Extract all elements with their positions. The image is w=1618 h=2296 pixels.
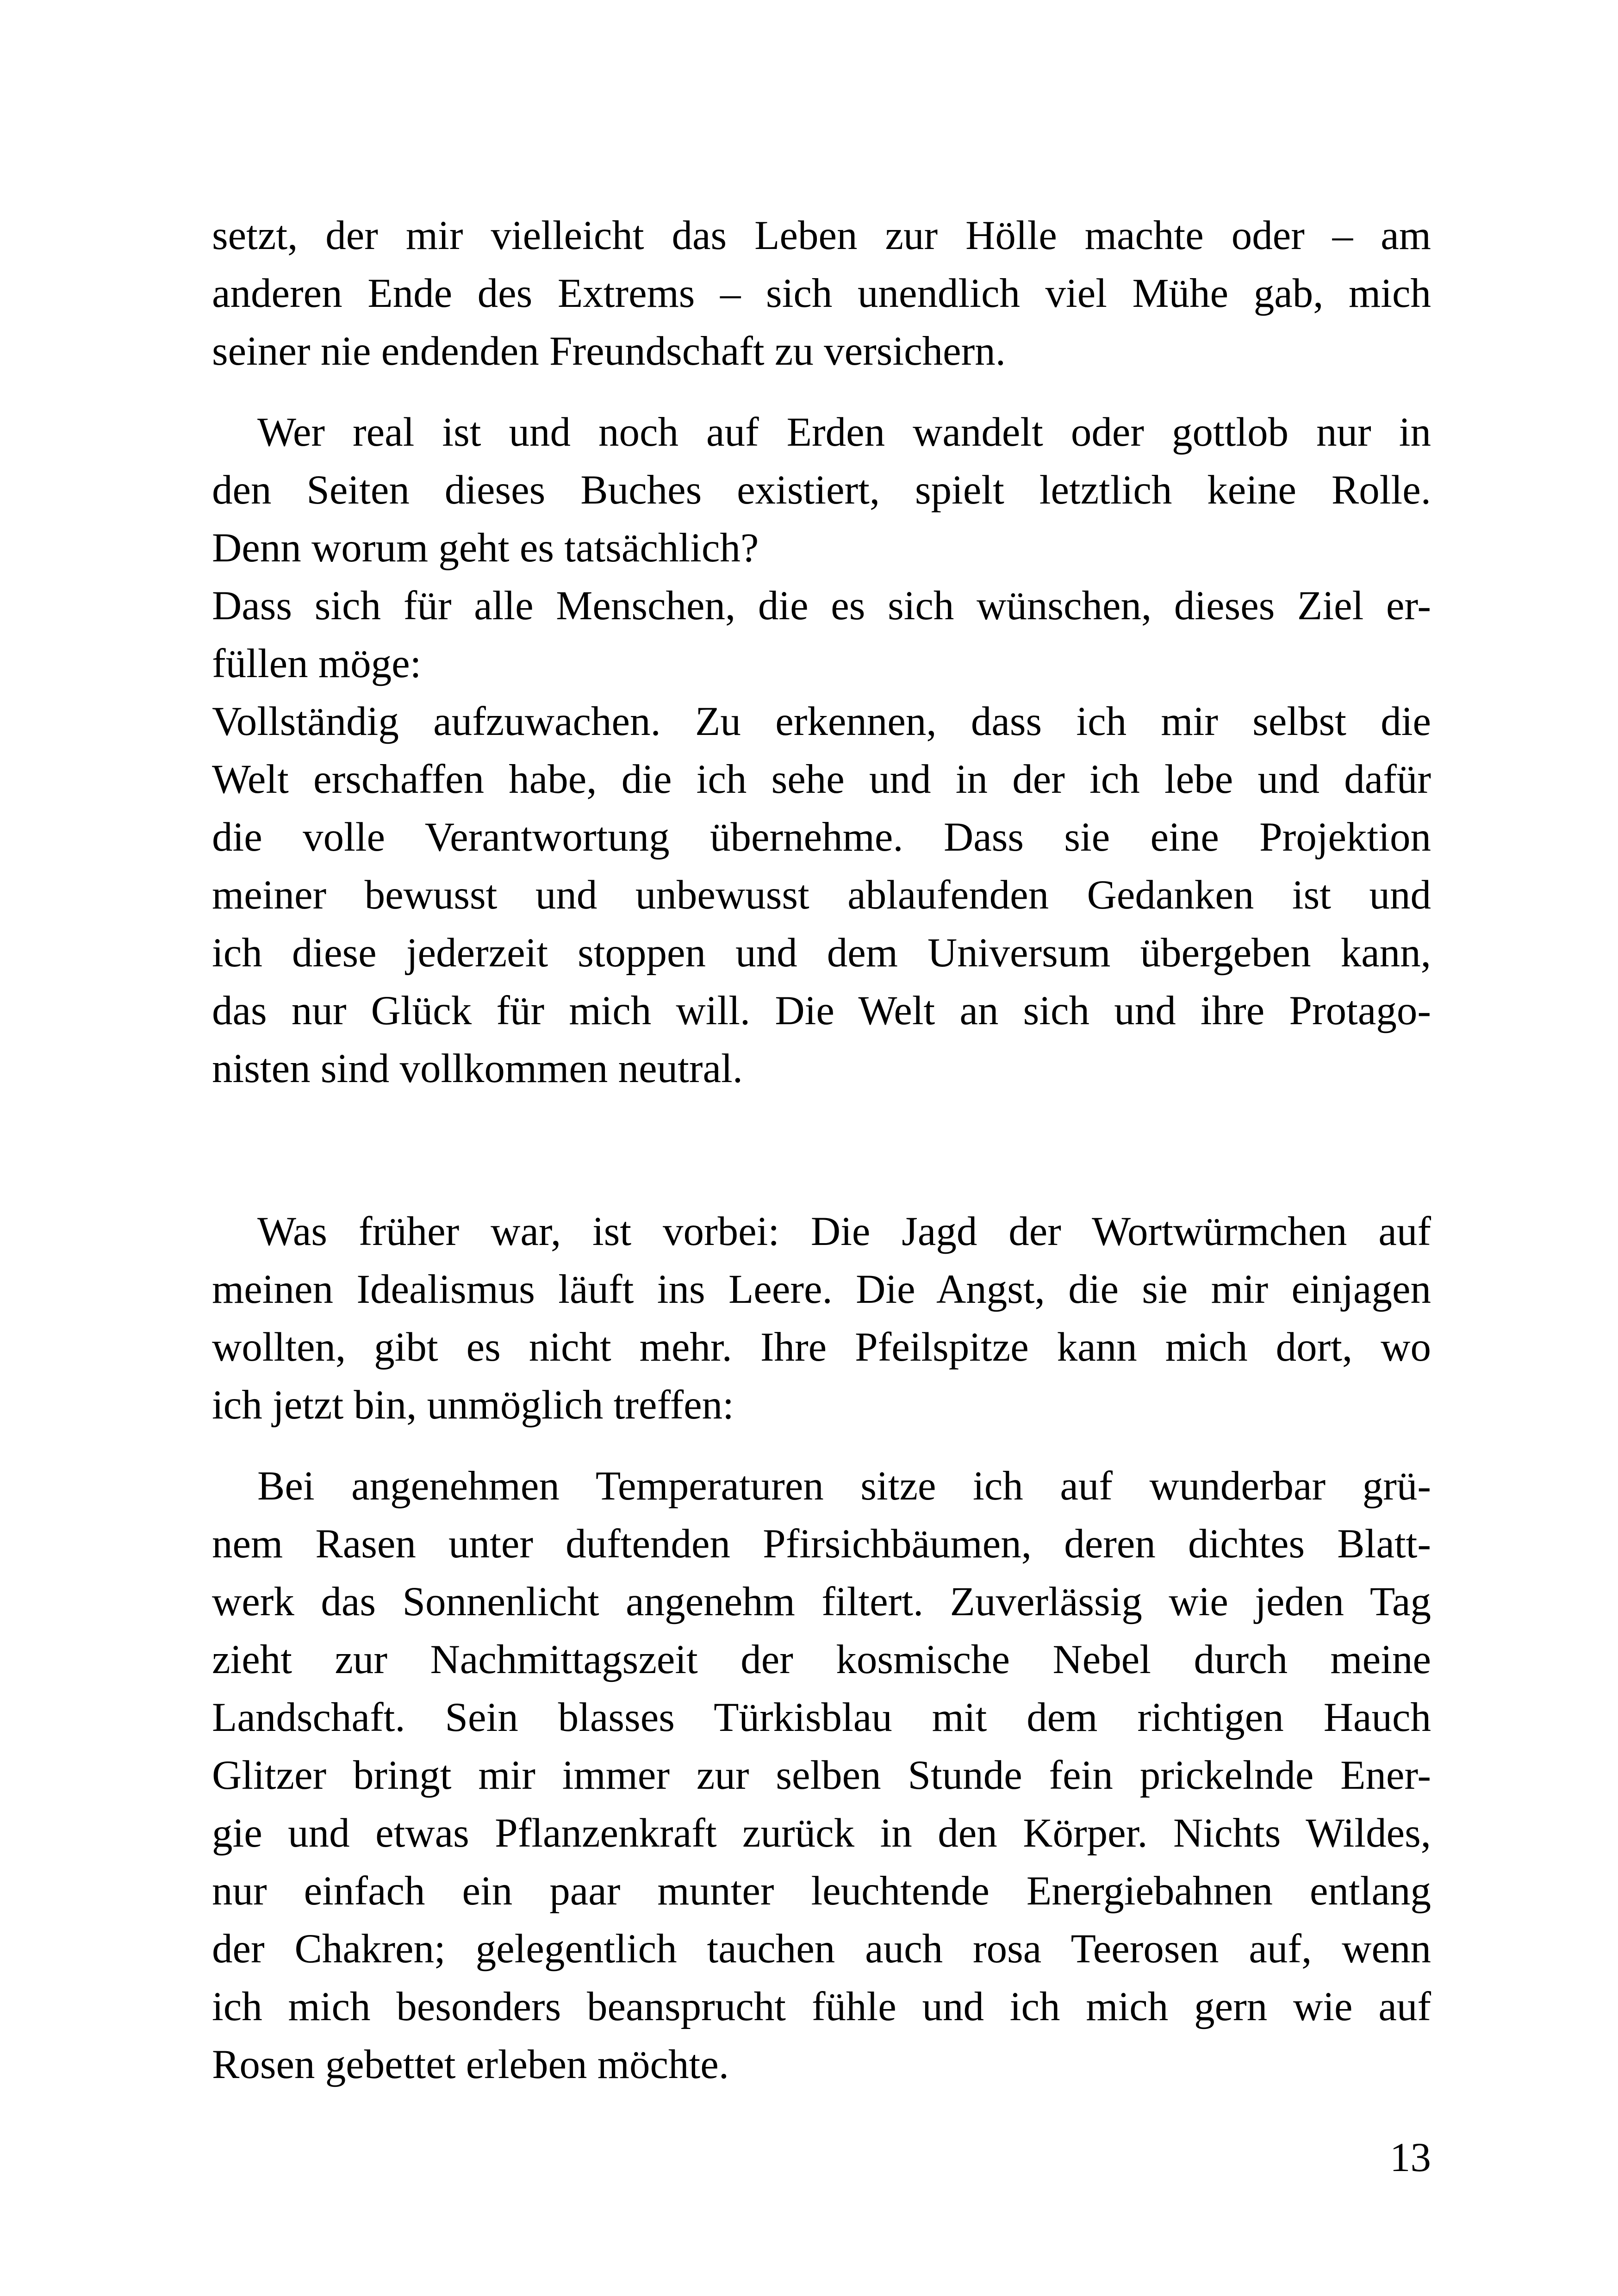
text-line: den Seiten dieses Buches existiert, spielt letztlich keine Rolle. (212, 467, 1431, 513)
text-line: füllen möge: (212, 641, 422, 686)
text-line: das nur Glück für mich will. Die Welt an sich und ihre Protago- (212, 988, 1431, 1033)
text-line: meinen Idealismus läuft ins Leere. Die Angst, die sie mir einjagen (212, 1267, 1431, 1312)
page-number: 13 (1390, 2135, 1431, 2180)
text-line: werk das Sonnenlicht angenehm filtert. Zuverlässig wie jeden Tag (212, 1579, 1431, 1624)
paragraph-4 (212, 1457, 1431, 2094)
body-text (212, 207, 1431, 2094)
text-line: Vollständig aufzuwachen. Zu erkennen, dass ich mir selbst die (212, 699, 1431, 744)
text-line: Rosen gebettet erleben möchte. (212, 2042, 729, 2087)
paragraph-2 (212, 404, 1431, 1098)
text-line: nisten sind vollkommen neutral. (212, 1046, 743, 1091)
text-line: die volle Verantwortung übernehme. Dass sie eine Projektion (212, 815, 1431, 860)
text-line: Wer real ist und noch auf Erden wandelt oder gottlob nur in (257, 410, 1431, 455)
text-line: nem Rasen unter duftenden Pfirsichbäumen, deren dichtes Blatt- (212, 1521, 1431, 1567)
text-line: setzt, der mir vielleicht das Leben zur Hölle machte oder – am (212, 213, 1431, 258)
text-line: meiner bewusst und unbewusst ablaufenden Gedanken ist und (212, 872, 1431, 918)
text-line: Welt erschaffen habe, die ich sehe und in der ich lebe und dafür (212, 757, 1431, 802)
text-line: zieht zur Nachmittagszeit der kosmische Nebel durch meine (212, 1637, 1431, 1682)
text-line: Glitzer bringt mir immer zur selben Stunde fein prickelnde Ener- (212, 1753, 1431, 1798)
text-line: ich jetzt bin, unmöglich treffen: (212, 1382, 734, 1428)
paragraph-3 (212, 1203, 1431, 1434)
text-line: der Chakren; gelegentlich tauchen auch rosa Teerosen auf, wenn (212, 1926, 1431, 1972)
text-line: Dass sich für alle Menschen, die es sich wünschen, dieses Ziel er- (212, 583, 1431, 628)
text-line: ich mich besonders beansprucht fühle und ich mich gern wie auf (212, 1984, 1431, 2029)
text-line: Landschaft. Sein blasses Türkisblau mit dem richtigen Hauch (212, 1695, 1431, 1740)
text-line: Was früher war, ist vorbei: Die Jagd der Wortwürmchen auf (257, 1209, 1431, 1254)
text-line: wollten, gibt es nicht mehr. Ihre Pfeilspitze kann mich dort, wo (212, 1325, 1431, 1370)
text-line: Bei angenehmen Temperaturen sitze ich auf wunderbar grü- (257, 1463, 1431, 1509)
text-line: nur einfach ein paar munter leuchtende Energiebahnen entlang (212, 1868, 1431, 1914)
paragraph-1 (212, 207, 1431, 380)
text-line: seiner nie endenden Freundschaft zu versichern. (212, 329, 1006, 374)
text-line: ich diese jederzeit stoppen und dem Universum übergeben kann, (212, 930, 1431, 976)
text-line: Denn worum geht es tatsächlich? (212, 525, 759, 571)
text-line: anderen Ende des Extrems – sich unendlich viel Mühe gab, mich (212, 271, 1431, 316)
text-line: gie und etwas Pflanzenkraft zurück in den Körper. Nichts Wildes, (212, 1811, 1431, 1856)
